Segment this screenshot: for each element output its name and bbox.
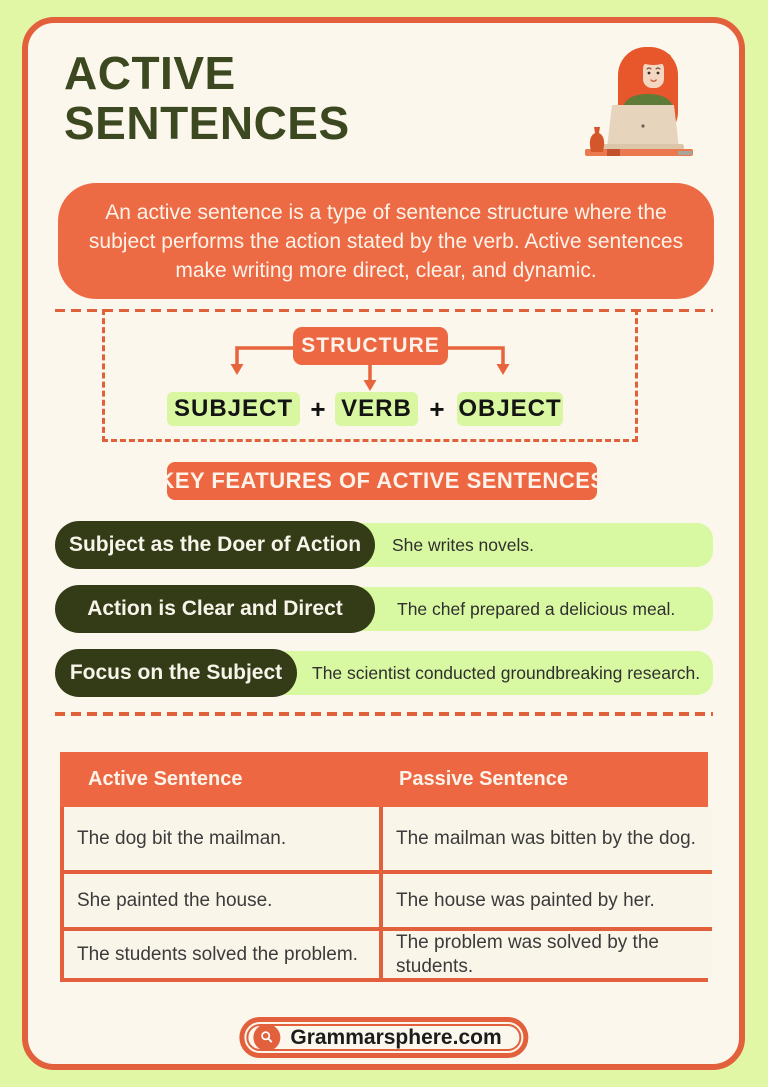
- feature-row-3: [55, 649, 713, 697]
- definition-line-3: make writing more direct, clear, and dynamic.: [175, 258, 597, 282]
- magnifier-icon: [253, 1024, 280, 1051]
- table-body: [60, 807, 708, 982]
- feature-example-text: The chef prepared a delicious meal.: [397, 599, 676, 619]
- table-cell: The mailman was bitten by the dog.: [379, 807, 712, 870]
- verb-box: VERB: [335, 392, 418, 426]
- plus-sign-2: +: [429, 394, 445, 424]
- structure-arrows: [225, 340, 515, 395]
- feature-label-pill: Subject as the Doer of Action: [55, 521, 375, 569]
- definition-box: [58, 183, 714, 299]
- structure-label: STRUCTURE: [293, 327, 448, 365]
- feature-example-text: She writes novels.: [392, 535, 535, 555]
- feature-example-text: The scientist conducted groundbreaking research.: [312, 663, 701, 683]
- object-box: OBJECT: [457, 392, 563, 426]
- table-header-active: Active Sentence: [88, 768, 243, 790]
- feature-row-1: [55, 521, 713, 569]
- table-cell: The dog bit the mailman.: [64, 807, 379, 870]
- footer-site-text: Grammarsphere.com: [290, 1025, 502, 1049]
- feature-label-pill: Action is Clear and Direct: [55, 585, 375, 633]
- title-line-1: ACTIVE: [64, 47, 236, 99]
- footer-site-pill: [239, 1017, 528, 1058]
- table-cell: The problem was solved by the students.: [379, 927, 712, 978]
- feature-label-pill: Focus on the Subject: [55, 649, 297, 697]
- table-cell: She painted the house.: [64, 870, 379, 927]
- comparison-table: [60, 752, 708, 982]
- footer-site-pill-inner: [246, 1024, 521, 1051]
- key-features-heading: KEY FEATURES OF ACTIVE SENTENCES: [167, 462, 597, 500]
- plus-sign-1: +: [310, 394, 326, 424]
- table-header-row: [60, 752, 708, 807]
- definition-line-2: subject performs the action stated by the verb. Active sentences: [88, 229, 684, 253]
- woman-at-laptop-illustration: [580, 42, 710, 160]
- dashed-divider: [55, 712, 713, 716]
- table-cell: The students solved the problem.: [64, 927, 379, 978]
- page-title: [64, 48, 424, 148]
- subject-box: SUBJECT: [167, 392, 300, 426]
- table-cell: The house was painted by her.: [379, 870, 712, 927]
- definition-line-1: An active sentence is a type of sentence structure where the: [105, 200, 667, 224]
- table-header-passive: Passive Sentence: [399, 768, 568, 790]
- title-line-2: SENTENCES: [64, 97, 350, 149]
- feature-row-2: [55, 585, 713, 633]
